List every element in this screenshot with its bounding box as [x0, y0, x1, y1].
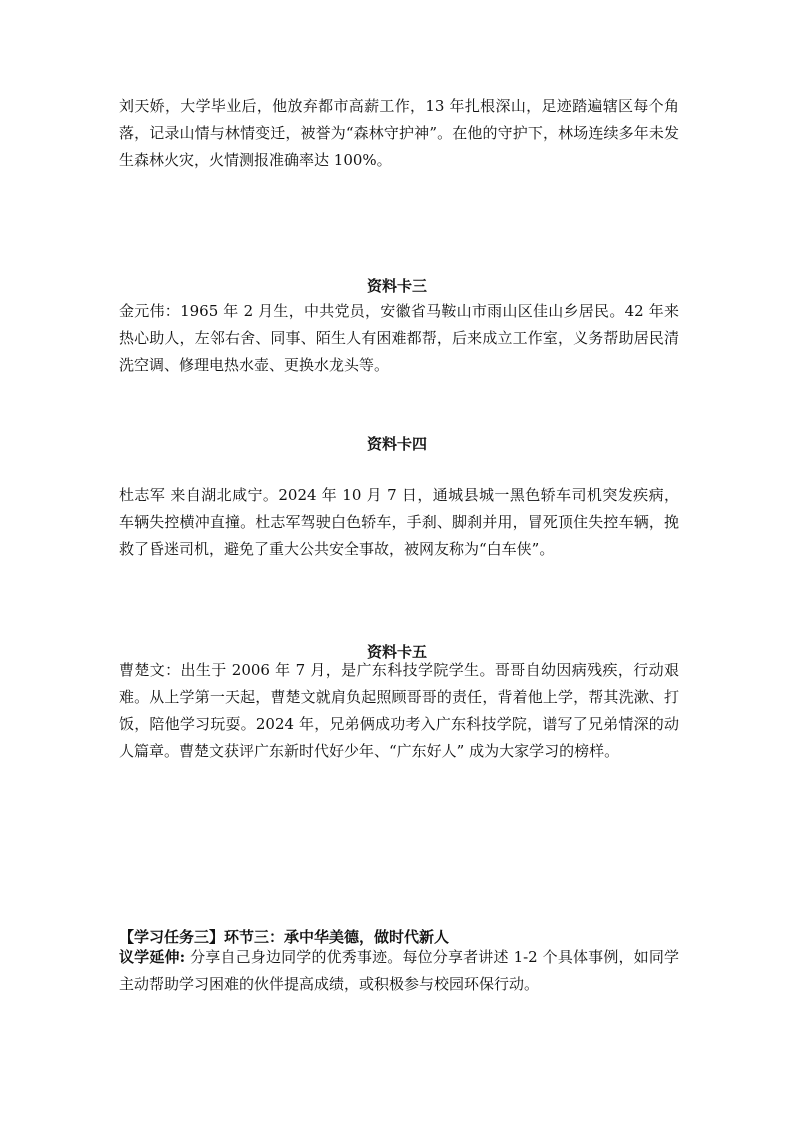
intro-paragraph: 刘天娇，大学毕业后，他放弃都市高薪工作，13 年扎根深山，足迹踏遍辖区每个角落，记录山情与林情变迁，被誉为“森林守护神”。在他的守护下，林场连续多年未发生森林火灾，火情测报准确率达 100%。: [119, 97, 679, 169]
task-extension-text: 分享自己身边同学的优秀事迹。每位分享者讲述 1-2 个具体事例，如同学主动帮助学习困难的伙伴提高成绩，或积极参与校园环保行动。: [119, 948, 679, 993]
task-heading: 【学习任务三】环节三：承中华美德，做时代新人: [119, 928, 450, 946]
task-extension-label: 议学延伸:: [119, 948, 186, 966]
card-five-title: 资料卡五: [366, 643, 427, 661]
card-three-text: 金元伟：1965 年 2 月生，中共党员，安徽省马鞍山市雨山区佳山乡居民。42 年来热心助人，左邻右舍、同事、陌生人有困难都帮，后来成立工作室，义务帮助居民清洗空调、修理电热水壶、更换水龙头等。: [119, 302, 679, 374]
card-four-title: 资料卡四: [366, 435, 427, 453]
task-extension-paragraph: [119, 944, 679, 998]
card-three-title: 资料卡三: [366, 277, 427, 295]
card-four-text: 杜志军 来自湖北咸宁。2024 年 10 月 7 日，通城县城一黑色轿车司机突发疾病，车辆失控横冲直撞。杜志军驾驶白色轿车，手刹、脚刹并用，冒死顶住失控车辆，挽救了昏迷司机，避免了重大公共安全事故，被网友称为“白车侠”。: [119, 486, 679, 558]
card-five-text: 曹楚文：出生于 2006 年 7 月，是广东科技学院学生。哥哥自幼因病残疾，行动艰难。从上学第一天起，曹楚文就肩负起照顾哥哥的责任，背着他上学，帮其洗漱、打饭，陪他学习玩耍。2024 年，兄弟俩成功考入广东科技学院，谱写了兄弟情深的动人篇章。曹楚文获评广东新时代好少年、“广东好人” 成为大家学习的榜样。: [119, 661, 679, 760]
